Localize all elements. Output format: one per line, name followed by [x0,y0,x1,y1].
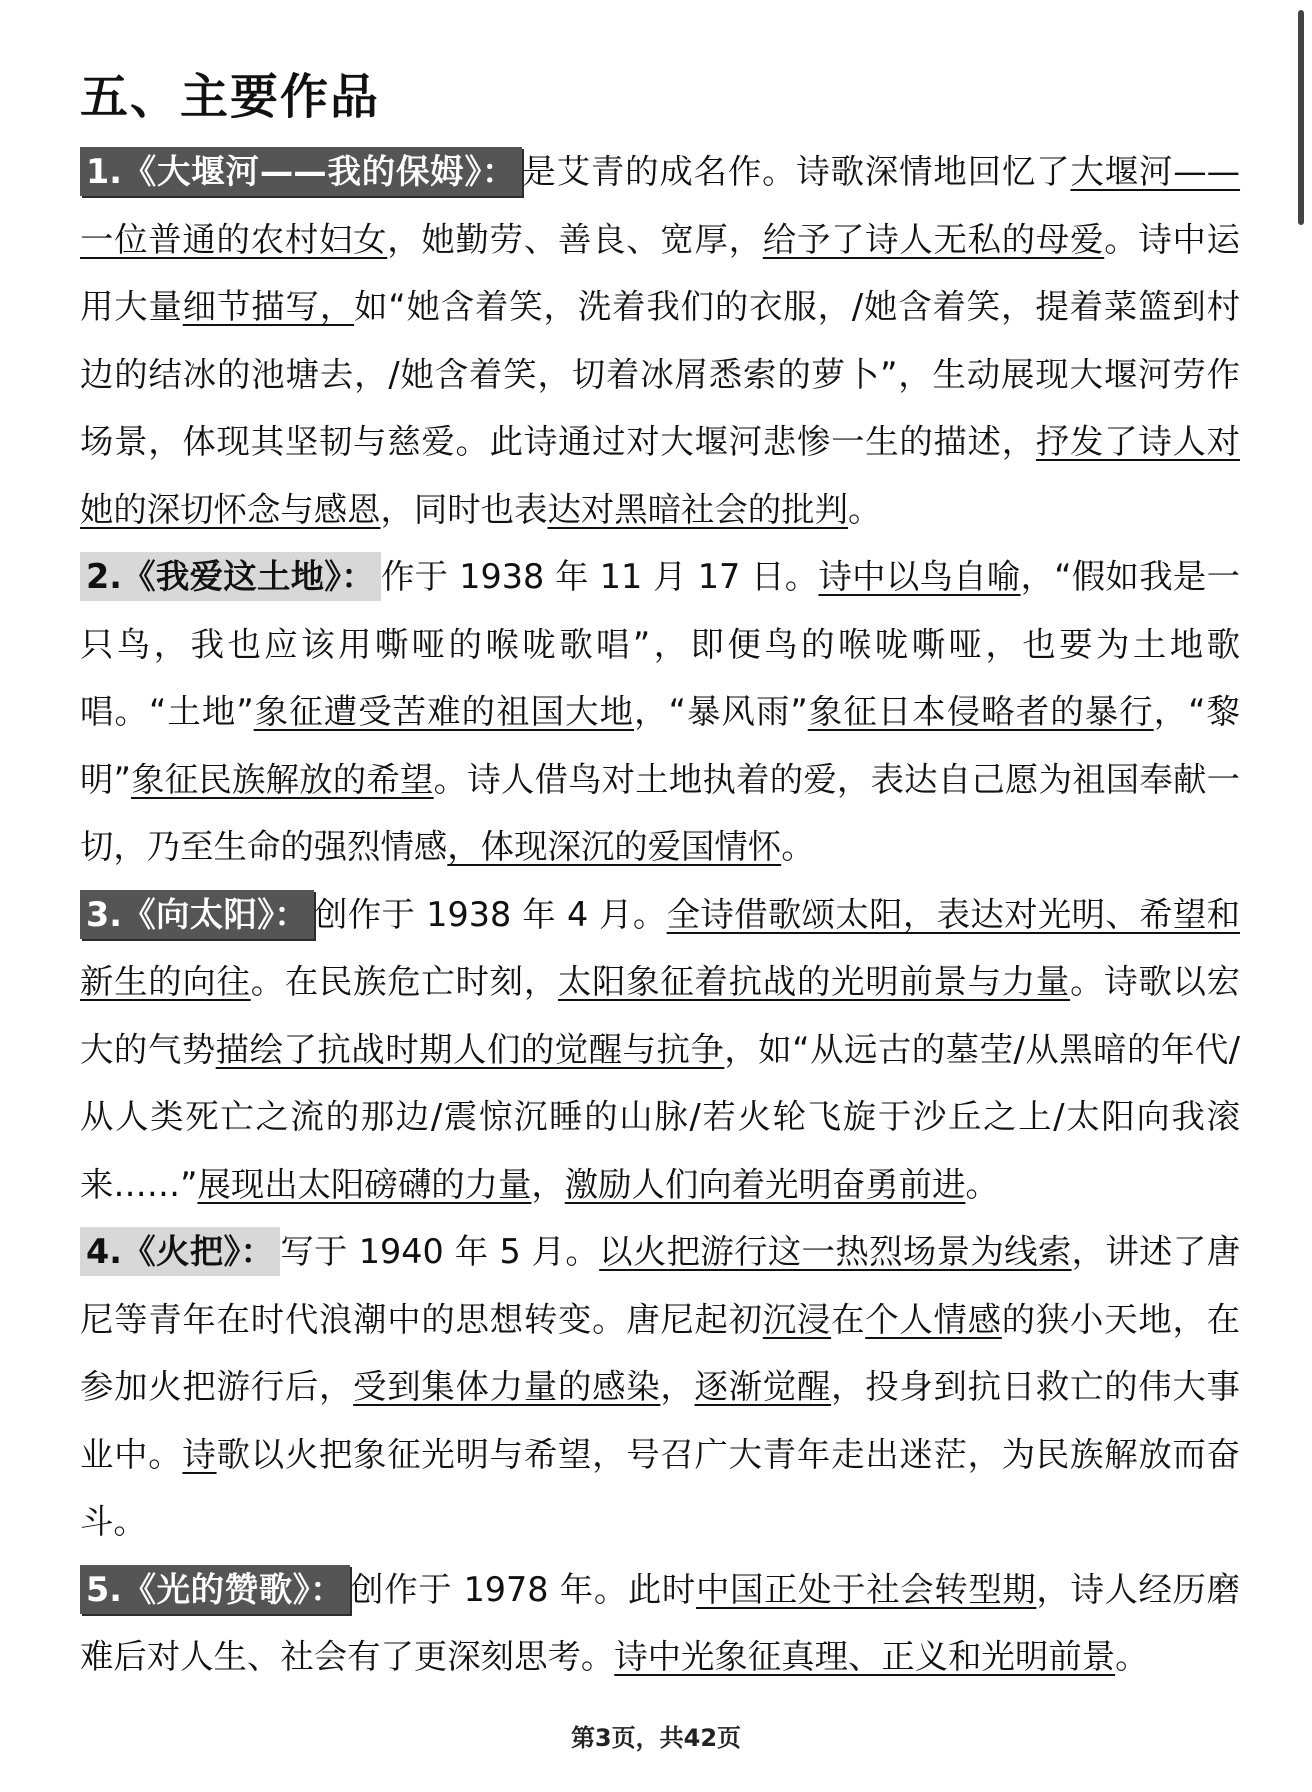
entry-1 [80,138,1240,543]
scrollbar[interactable] [1298,10,1304,225]
entry-text: 。 [847,489,882,529]
underlined-text: 中国正处于社会转型期 [695,1569,1037,1609]
entry-text: 。 [781,827,815,866]
entry-text: ，诗人经历磨难后对人生、社会有了更深刻思考。 [80,1569,1241,1676]
underlined-text: 象征日本侵略者的暴行 [807,692,1154,731]
entry-4 [80,1218,1240,1556]
entry-text: ，如“从远古的墓茔/从黑暗的年代/从人类死亡之流的那边/震惊沉睡的山脉/若火轮飞旋于沙丘之上/太阳向我滚来……” [80,1029,1241,1204]
entry-text: 作于 1938 年 11 月 17 日。 [380,557,819,596]
entry-text: 歌以火把象征光明与希望，号召广大青年走出迷茫，为民族解放而奋斗。 [80,1434,1241,1541]
work-title-5: 5.《光的赞歌》： [80,1565,350,1614]
underlined-text: 诗中光象征真理、正义和光明前景 [614,1637,1116,1676]
underlined-text: ，体现深沉的爱国情怀 [447,827,782,866]
page-footer: 第3页，共42页 [570,1724,742,1752]
underlined-text: 全诗借歌颂太阳，表达对光明、希望和新生的向往 [80,894,1240,1001]
entry-text: ，同时也表 [380,489,548,529]
main-content [80,138,1240,1691]
entry-3 [80,881,1240,1219]
underlined-text: 达对黑暗社会的批判 [547,489,848,529]
underlined-text: 诗 [182,1434,217,1474]
underlined-text: 太阳象征着抗战的光明前景与力量 [557,962,1071,1001]
entry-text: 的狭小天地，在参加火把游行后， [80,1299,1241,1406]
underlined-text: 逐渐觉醒 [694,1367,832,1406]
underlined-text: 受到集体力量的感染 [353,1367,661,1406]
entry-text: 。诗人借鸟对土地执着的爱，表达自己愿为祖国奉献一切，乃至生命的强烈情感 [80,759,1241,866]
underlined-text: 展现出太阳磅礴的力量 [197,1164,532,1204]
entry-text: ，讲述了唐尼等青年在时代浪潮中的思想转变。唐尼起初 [80,1232,1241,1339]
entry-text: ，“黎明” [80,692,1240,799]
underlined-text: 象征民族解放的希望 [130,759,434,799]
entry-text: 。 [1115,1637,1149,1676]
entry-text: 。诗歌以宏大的气势 [80,962,1241,1069]
underlined-text: 沉浸 [762,1299,832,1339]
entry-text: ，“假如我是一只鸟，我也应该用嘶哑的喉咙歌唱”，即便鸟的喉咙嘶哑，也要为土地歌唱。“土地” [80,557,1240,731]
entry-text: ， [660,1367,695,1406]
entry-text: 写于 1940 年 5 月。 [280,1232,600,1271]
page-title: 五、主要作品 [80,69,381,125]
underlined-text: 个人情感 [865,1299,1002,1339]
underlined-text: 象征遭受苦难的祖国大地 [253,692,635,731]
underlined-text: 激励人们向着光明奋勇前进 [564,1164,966,1204]
work-title-4: 4.《火把》： [80,1227,280,1276]
work-title-3: 3.《向太阳》： [80,890,314,939]
entry-text: 创作于 1978 年。此时 [350,1569,696,1609]
underlined-text: 抒发了诗人对她的深切怀念与感恩 [80,422,1241,529]
entry-text: ，她勤劳、善良、宽厚， [387,219,763,259]
entry-text: ， [531,1164,565,1204]
entry-text: 创作于 1938 年 4 月。 [314,894,667,934]
underlined-text: 给予了诗人无私的母爱 [762,219,1105,259]
entry-text: 。 [965,1164,999,1204]
entry-5 [80,1556,1240,1691]
underlined-text: 以火把游行这一热烈场景为线索 [599,1232,1072,1271]
entry-2 [80,543,1240,881]
entry-text: 。在民族危亡时刻， [250,962,558,1001]
entry-text: ，“暴风雨” [634,692,808,731]
work-title-2: 2.《我爱这土地》： [80,552,381,601]
work-title-1: 1.《大堰河——我的保姆》： [80,147,522,196]
entry-text: 在 [831,1299,866,1339]
underlined-text: 大堰河——一位普通的农村妇女 [80,152,1241,259]
entry-text: 。诗中运用大量 [80,219,1241,326]
underlined-text: 诗中以鸟自喻 [818,557,1021,596]
entry-text: 如“她含着笑，洗着我们的衣服，/她含着笑，提着菜篮到村边的结冰的池塘去，/她含着笑，切着冰屑悉索的萝卜”，生动展现大堰河劳作场景，体现其坚韧与慈爱。此诗通过对大堰河悲惨一生的描述， [80,287,1241,461]
underlined-text: 细节描写， [182,287,355,326]
underlined-text: 描绘了抗战时期人们的觉醒与抗争 [215,1029,725,1069]
entry-text: ，投身到抗日救亡的伟大事业中。 [80,1367,1241,1474]
entry-text: 是艾青的成名作。诗歌深情地回忆了 [522,152,1071,191]
